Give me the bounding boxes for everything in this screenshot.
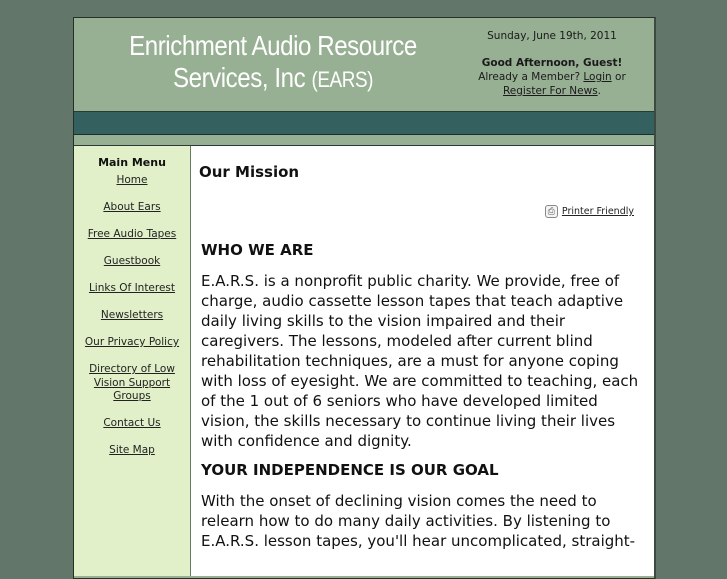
article-body [201,241,646,561]
login-link[interactable]: Login [583,71,612,83]
sidebar-item-contact-us[interactable]: Contact Us [103,417,161,429]
page-title: Our Mission [199,163,300,181]
header-strip [74,135,654,146]
section-heading-independence: YOUR INDEPENDENCE IS OUR GOAL [201,461,499,479]
sidebar-item-privacy-policy[interactable]: Our Privacy Policy [84,336,180,348]
sidebar-item-links-of-interest[interactable]: Links Of Interest [88,282,176,294]
main-menu-title: Main Menu [98,156,166,169]
sidebar-item-guestbook[interactable]: Guestbook [103,255,161,267]
sidebar-item-about-ears[interactable]: About Ears [103,201,161,213]
sidebar-item-home[interactable]: Home [116,174,148,186]
welcome-box [472,29,632,98]
section-text-independence: With the onset of declining vision comes the need to relearn how to do many daily activities. By listening to E.A.R.S. lesson tapes, you'll hear uncomplicated, straight- [201,492,636,550]
section-text-who-we-are: E.A.R.S. is a nonprofit public charity. We provide, free of charge, audio cassette lesson tapes that teach adaptive daily living skills to the vision impaired and their caregivers. The lessons, modeled after current blind rehabilitation techniques, are a must for anyone coping with loss of eyesight. We are committed to teaching, each of the 1 out of 6 seniors who have developed limited vision, the skills necessary to continue living their lives with confidence and dignity. [201,272,639,450]
logo-line-2-text: Services, Inc [172,62,306,93]
section-heading-who-we-are: WHO WE ARE [201,241,314,259]
sidebar-item-newsletters[interactable]: Newsletters [100,309,164,321]
current-date: Sunday, June 19th, 2011 [487,30,617,42]
nav-bar [74,112,654,135]
register-link[interactable]: Register For News [502,85,598,97]
greeting: Good Afternoon, Guest! [481,57,623,69]
logo-abbreviation: (EARS) [311,67,374,92]
sidebar-item-site-map[interactable]: Site Map [109,444,155,456]
printer-icon[interactable]: ⎙ [545,205,558,218]
page-container [73,17,656,579]
logo-line-2 [102,62,444,96]
or-text: or [615,71,626,83]
site-header [74,18,654,112]
sidebar [74,146,191,576]
printer-friendly[interactable] [545,205,634,218]
register-suffix: . [597,85,602,97]
main-content [191,146,654,576]
member-prompt: Already a Member? [478,71,581,83]
sidebar-item-free-audio-tapes[interactable]: Free Audio Tapes [87,228,177,240]
printer-friendly-link[interactable]: Printer Friendly [561,206,634,217]
sidebar-item-directory-low-vision[interactable]: Directory of Low Vision Support Groups [89,363,175,402]
site-logo[interactable] [74,30,472,96]
logo-line-1: Enrichment Audio Resource [129,30,417,61]
